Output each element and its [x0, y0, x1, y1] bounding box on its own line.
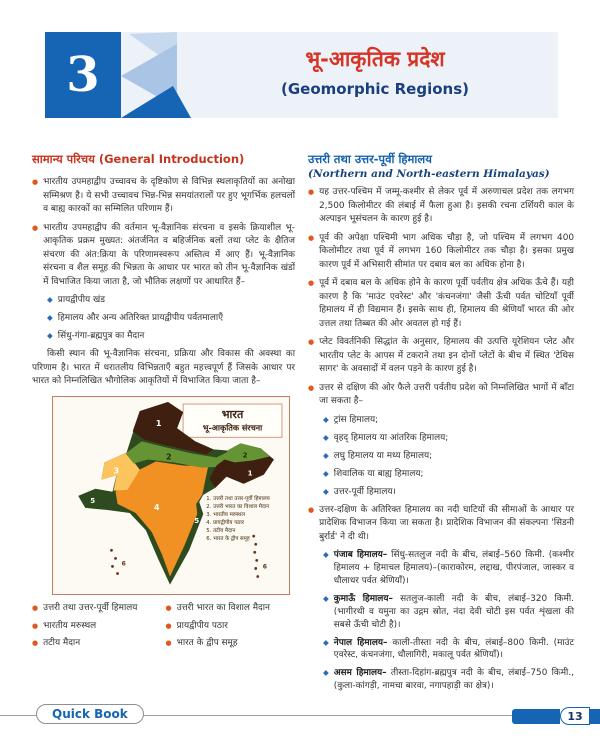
bullet-text: भारतीय उपमहाद्वीप की वर्तमान भू-वैज्ञानिक संरचना व इसके क्रियाशील भू-आकृतिक प्रक्रम मुख्यत: अंतर्जनित व बहिर्जनिक बलों तथा प्लेट के क्षैतिज संचरण की अंत:क्रिया के परिणामस्वरूप अस्तित्व में आए हैं। भू-वैज्ञानिक संरचना व शैल समूह की भिन्नता के आधार पर भारत को तीन भू-वैज्ञानिक खंडों में विभाजित किया जाता है, जो भौतिक लक्षणों पर आधारित हैं–: [43, 222, 295, 287]
region-label: भारतीय मरुस्थल: [43, 620, 97, 631]
page-number-bar: [512, 709, 560, 724]
bullet-dot-icon: ●: [32, 639, 39, 648]
map-marker-4: 4: [153, 502, 160, 512]
region-label: भारत के द्वीप समूह: [176, 638, 238, 649]
chapter-title-english: (Geomorphic Regions): [280, 80, 470, 98]
map-legend-item: 3. भारतीय मरुस्थल: [206, 511, 245, 518]
list-item: [47, 330, 295, 343]
list-item: [32, 176, 295, 217]
diamond-bullet-icon: ◆: [323, 637, 329, 647]
map-marker-5-east: 5: [194, 515, 200, 525]
bullet-text: यह उत्तर-पश्चिम में जम्मू-कश्मीर से लेकर पूर्व में अरुणाचल प्रदेश तक लगभग 2,500 किलोमीटर की लंबाई में फैला हुआ है। इसकी रचना टर्शियरी काल के अल्पाइन भूसंचलन के कारण हुई है।: [319, 187, 574, 225]
division-name: पंजाब हिमालय–: [333, 550, 388, 561]
region-label: उत्तरी तथा उत्तर-पूर्वी हिमालय: [43, 603, 138, 614]
content-columns: [32, 152, 574, 698]
page-number: 13: [560, 707, 590, 725]
bullet-dot-icon: ●: [308, 188, 315, 196]
page-footer: [0, 704, 600, 728]
bullet-dot-icon: ●: [32, 621, 39, 630]
diamond-bullet-icon: ◆: [47, 313, 53, 323]
diamond-bullet-icon: ◆: [323, 432, 329, 442]
chapter-title-hindi: भू-आकृतिक प्रदेश: [305, 47, 445, 71]
diamond-bullet-icon: ◆: [47, 295, 53, 305]
list-item: [308, 504, 574, 545]
division-detail: सतलुज-काली नदी के बीच, लंबाई–320 किमी. (भागीरथी व यमुना का उद्गम स्रोत, नंदा देवी चोटी इस पर्वत शृंखला की सबसे ऊँची चोटी है)।: [333, 593, 574, 630]
region-summary-list: [32, 602, 295, 651]
bullet-dot-icon: ●: [165, 639, 172, 648]
sub-bullet-text: हिमालय और अन्य अतिरिक्त प्रायद्वीपीय पर्वतमालाएँ: [57, 313, 224, 324]
sub-bullet-text: उत्तर-पूर्वी हिमालय।: [333, 486, 396, 497]
book-title: Quick Book: [52, 707, 128, 721]
chapter-titles: [210, 45, 540, 98]
page-number-group: [512, 707, 600, 725]
map-marker-2: 2: [165, 452, 172, 462]
bullet-dot-icon: ●: [32, 604, 39, 613]
list-item: [166, 620, 296, 634]
list-item: [166, 637, 296, 651]
list-item: [32, 620, 162, 634]
list-item: [308, 186, 574, 227]
map-legend-item: 6. भारत के द्वीप समूह: [206, 535, 250, 542]
arrow-ribbon-icon: [121, 32, 193, 118]
list-item: [32, 637, 162, 651]
list-item: [323, 468, 574, 481]
diamond-bullet-icon: ◆: [323, 593, 329, 603]
list-item: [323, 593, 574, 632]
section-heading-himalaya-english: (Northern and North-eastern Himalayas): [308, 168, 550, 180]
bullet-dot-icon: ●: [308, 505, 315, 514]
right-column: [308, 152, 574, 698]
map-marker-1: 1: [155, 418, 162, 428]
sub-bullet-text: [334, 593, 574, 632]
list-item: [323, 637, 574, 663]
bullet-text: उत्तर-दक्षिण के अतिरिक्त हिमालय का नदी घाटियों की सीमाओं के आधार पर प्रादेशिक विभाजन किया जा सकता है। प्रादेशिक विभाजन की संकल्पना 'सिडनी बुर्रार्ड' ने दी थी।: [319, 504, 574, 542]
list-item: [308, 382, 574, 409]
division-name: असम हिमालय–: [333, 668, 387, 679]
sub-bullet-text: वृहद् हिमालय या आंतरिक हिमालय;: [333, 432, 449, 443]
diamond-bullet-icon: ◆: [323, 668, 329, 678]
region-label: तटीय मैदान: [43, 638, 81, 649]
chapter-number: 3: [66, 47, 100, 103]
map-legend-item: 1. उत्तरी तथा उत्तर-पूर्वी हिमालय: [206, 495, 270, 502]
diamond-bullet-icon: ◆: [323, 450, 329, 460]
map-legend: [206, 494, 270, 541]
bullet-text: पूर्व में दबाव बल के अधिक होने के कारण पूर्वी पर्वतीय क्षेत्र अधिक ऊँचे हैं। यही कारण है कि 'माउंट एवरेस्ट' और 'कंचनजंगा' जैसी ऊँची पर्वत चोटियाँ पूर्वी हिमालय में ही विद्यमान हैं। इसके साथ ही, हिमालय की श्रेणियाँ भारत की ओर उत्तल तथा तिब्बत की ओर अवतल हो गई हैं।: [319, 278, 574, 329]
division-detail: काली-तीस्ता नदी के बीच, लंबाई–800 किमी. (माउंट एवरेस्ट, कंचनजंगा, धौलागिरी, मकालू पर्वत श्रेणियाँ)।: [333, 637, 575, 661]
list-item: [166, 602, 296, 616]
bullet-text: पूर्व की अपेक्षा पश्चिमी भाग अधिक चौड़ा है, जो पश्चिम में लगभग 400 किलोमीटर तथा पूर्व में लगभग 160 किलोमीटर तक चौड़ा है। इसका प्रमुख कारण पूर्व में अभिसारी सीमांत पर दबाव बल का अधिक होना है।: [319, 232, 574, 270]
sub-bullet-text: [334, 637, 574, 663]
list-item: [308, 232, 574, 273]
paragraph: किसी स्थान की भू-वैज्ञानिक संरचना, प्रक्रिया और विकास की अवस्था का परिणाम है। भारत में धरातलीय विभिन्नताएँ बहुत महत्त्वपूर्ण हैं जिसके आधार पर भारत को निम्नलिखित भौगोलिक आकृतियों में विभाजित किया जाता है–: [32, 348, 295, 387]
map-title-line1: भारत: [221, 407, 244, 421]
diamond-bullet-icon: ◆: [323, 468, 329, 478]
bullet-dot-icon: ●: [165, 604, 172, 613]
list-item: [323, 667, 574, 693]
bullet-dot-icon: ●: [308, 279, 315, 288]
map-title-line2: भू-आकृतिक संरचना: [202, 422, 263, 432]
bullet-dot-icon: ●: [308, 233, 315, 242]
bullet-text: प्लेट विवर्तनिकी सिद्धांत के अनुसार, हिमालय की उत्पत्ति यूरेशियन प्लेट और भारतीय प्लेट के आपस में टकराने तथा इन दोनों प्लेटों के बीच में स्थित 'टेथिस सागर' के अवसादों में वलन पड़ने के कारण हुई है।: [319, 337, 574, 375]
sub-bullet-text: शिवालिक या बाह्य हिमालय;: [333, 468, 424, 479]
chapter-arrow-decoration: [121, 32, 193, 118]
diamond-bullet-icon: ◆: [323, 550, 329, 560]
diamond-bullet-icon: ◆: [323, 486, 329, 496]
division-detail: सिंधु-सतलुज नदी के बीच, लंबाई–560 किमी. (कश्मीर हिमालय + हिमाचल हिमालय)–(काराकोरम, लद्दाख, पीरपंजाल, जास्कर व धौलाधर पर्वत श्रेणियाँ)।: [333, 550, 574, 586]
map-legend-item: 2. उत्तरी भारत का विशाल मैदान: [206, 503, 270, 510]
list-item: [323, 549, 574, 588]
section-heading-general-introduction: सामान्य परिचय (General Introduction): [32, 152, 245, 166]
map-marker-6-west: 6: [121, 559, 126, 567]
sub-bullet-text: ट्रांस हिमालय;: [333, 414, 379, 425]
region-label: प्रायद्वीपीय पठार: [176, 620, 228, 631]
sub-bullet-text: [334, 667, 574, 693]
bullet-text: भारतीय उपमहाद्वीप उच्चावच के दृष्टिकोण से विभिन्न स्थलाकृतियों का अनोखा सम्मिश्रण है। ये सभी उच्चावच भिन्न-भिन्न समयांतरालों पर हुए भूगर्भिक हलचलों व बाह्य कारकों का सम्मिलित परिणाम हैं।: [43, 177, 295, 215]
list-item: [308, 277, 574, 331]
page-number-edge-bar: [590, 709, 600, 724]
sub-bullet-text: सिंधु-गंगा-ब्रह्मपुत्र का मैदान: [57, 331, 145, 342]
sub-bullet-text: प्रायद्वीपीय खंड: [57, 295, 105, 306]
chapter-number-badge: [45, 32, 121, 118]
diamond-bullet-icon: ◆: [323, 414, 329, 424]
sub-bullet-text: लघु हिमालय या मध्य हिमालय;: [333, 450, 433, 461]
region-label: उत्तरी भारत का विशाल मैदान: [176, 603, 270, 614]
bullet-dot-icon: ●: [165, 621, 172, 630]
division-name: नेपाल हिमालय–: [333, 637, 388, 648]
division-name: कुमाऊँ हिमालय–: [333, 593, 393, 604]
bullet-dot-icon: ●: [308, 338, 315, 347]
division-detail: तीस्ता-दिहांग-ब्रह्मपुत्र नदी के बीच, लंबाई–750 किमी., (कुला-कांगड़ी, नामचा बारवा, नगापहाड़ी का क्षेत्र)।: [333, 668, 574, 692]
list-item: [323, 486, 574, 499]
map-marker-5-west: 5: [90, 495, 96, 505]
list-item: [323, 450, 574, 463]
list-item: [32, 602, 162, 616]
list-item: [32, 222, 295, 290]
section-heading-himalaya-hindi: उत्तरी तथा उत्तर-पूर्वी हिमालय: [308, 152, 432, 166]
book-title-pill: [36, 704, 144, 724]
map-legend-item: 5. तटीय मैदान: [206, 527, 236, 534]
india-geomorphic-map-figure: [52, 396, 290, 596]
map-legend-item: 4. प्रायद्वीपीय पठार: [206, 519, 244, 526]
map-marker-1-ne: 1: [247, 468, 253, 478]
list-item: [323, 432, 574, 445]
bullet-dot-icon: ●: [32, 178, 39, 186]
sub-bullet-text: [334, 549, 574, 588]
map-marker-2-ne: 2: [242, 450, 248, 460]
list-item: [308, 336, 574, 377]
list-item: [323, 414, 574, 427]
bullet-dot-icon: ●: [308, 383, 315, 392]
bullet-dot-icon: ●: [32, 223, 39, 232]
map-marker-3: 3: [113, 466, 120, 476]
map-marker-6-east: 6: [262, 563, 268, 571]
list-item: [47, 312, 295, 325]
left-column: [32, 152, 295, 698]
list-item: [47, 294, 295, 307]
bullet-text: उत्तर से दक्षिण की ओर फैले उत्तरी पर्वतीय प्रदेश को निम्नलिखित भागों में बाँटा जा सकता है–: [319, 382, 574, 407]
india-map: [55, 399, 287, 593]
diamond-bullet-icon: ◆: [47, 331, 53, 341]
